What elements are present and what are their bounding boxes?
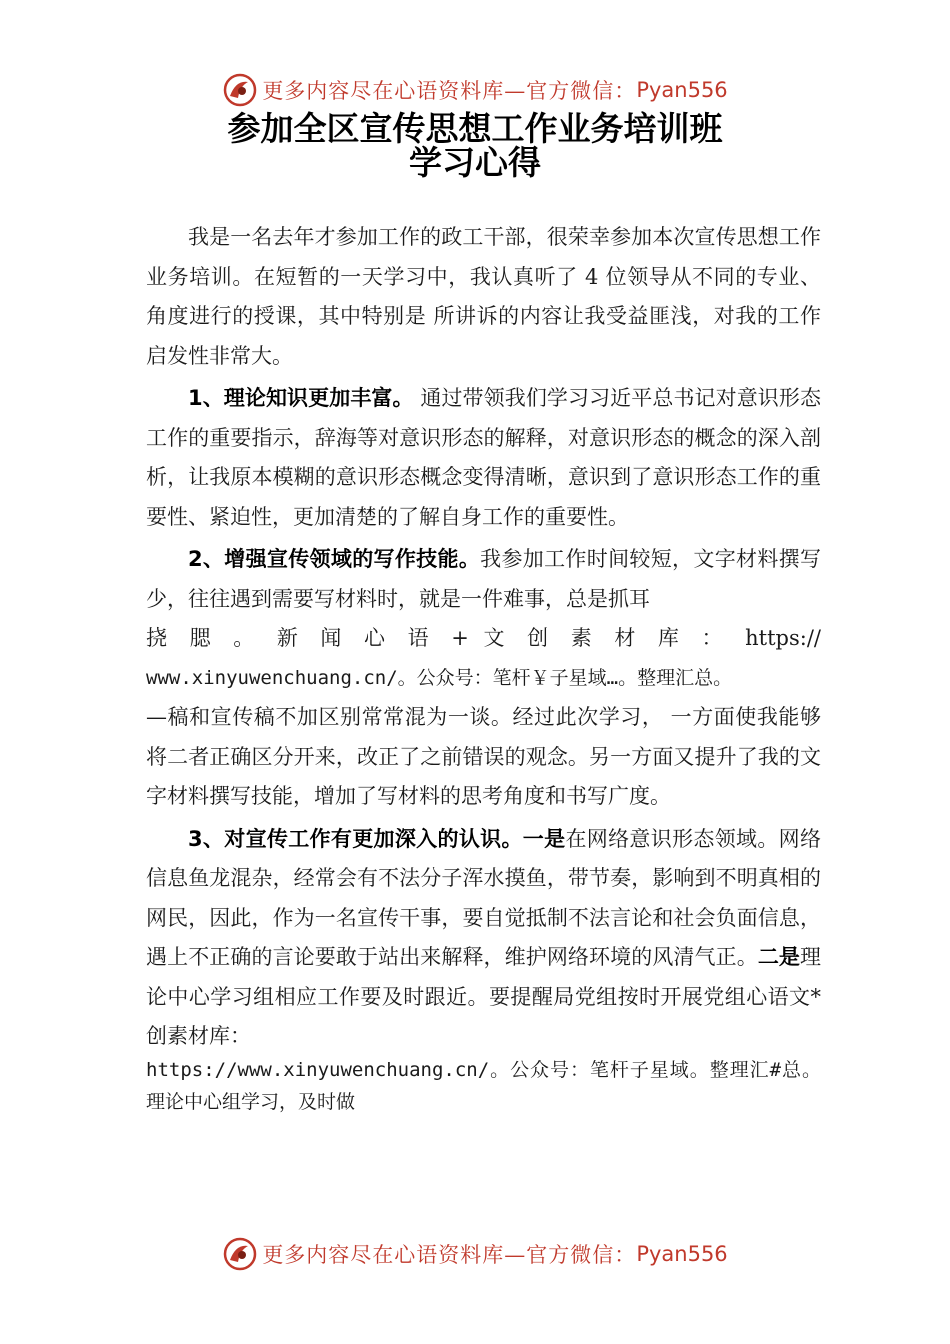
point-3-first-label: 一是 xyxy=(522,826,566,851)
point-2-heading: 2、增强宣传领域的写作技能。 xyxy=(188,547,481,571)
point-3-first-text: 在网络意识形态领域。网络信息鱼龙混杂，经常会有不法分子浑水摸鱼，带节奏，影响到不明真相的网民，因此，作为一名宣传干事，要自觉抵制不法言论和社会负面信息，遇上不正确的言论要敢于站出来解释，维护网络环境的风清气正。 xyxy=(146,826,822,969)
point-3-second-label: 二是 xyxy=(757,945,801,969)
point-3-heading: 3、对宣传工作有更加深入的认识。 xyxy=(188,826,523,851)
point-3-second-text: 理论中心学习组相应工作要及时跟近。要提醒局党组按时开展党组心语文*创素材库： xyxy=(146,945,822,1048)
banner-text: 更多内容尽在心语资料库—官方微信： xyxy=(262,1243,637,1267)
title-line-1: 参加全区宣传思想工作业务培训班 xyxy=(227,109,723,148)
banner-text: 更多内容尽在心语资料库—官方微信： xyxy=(262,79,637,103)
point-2-text-a: 我参加工作时间较短，文字材料撰写少，往往遇到需要写材料时，就是一件难事，总是抓耳 xyxy=(146,547,821,611)
banner-handle: Pyan556 xyxy=(636,1242,728,1266)
header-banner xyxy=(0,68,950,112)
page-title xyxy=(150,109,800,182)
intro-paragraph: 我是一名去年才参加工作的政工干部，很荣幸参加本次宣传思想工作业务培训。在短暂的一天学习中，我认真听了 4 位领导从不同的专业、角度进行的授课，其中特别是 所讲诉的内容让我受益匪浅，对我的工作启发性非常大。 xyxy=(146,225,821,368)
logo-icon xyxy=(222,72,258,108)
point-2-text-c: www.xinyuwenchuang.cn/。公众号：笔杆￥子星域…。整理汇总。 xyxy=(146,666,733,689)
point-2-paragraph xyxy=(146,540,821,817)
point-2-text-b: 挠 腮 。 新 闻 心 语 + 文 创 素 材 库 ： https:// xyxy=(146,626,821,650)
point-2-text-d: —稿和宣传稿不加区别常常混为一谈。经过此次学习， 一方面使我能够将二者正确区分开来，改正了之前错误的观念。另一方面又提升了我的文字材料撰写技能，增加了写材料的思考角度和书写广度。 xyxy=(146,705,821,808)
logo-icon xyxy=(222,1236,258,1272)
point-1-paragraph xyxy=(146,379,821,537)
footer-banner xyxy=(0,1232,950,1276)
point-3-url-line: https://www.xinyuwenchuang.cn/。公众号：笔杆子星域。整理汇#总。理论中心组学习，及时做 xyxy=(146,1058,821,1113)
point-3-paragraph xyxy=(146,820,821,1057)
article-body xyxy=(146,218,821,1121)
title-line-2: 学习心得 xyxy=(409,143,541,182)
banner-handle: Pyan556 xyxy=(636,78,728,102)
point-1-text: 通过带领我们学习习近平总书记对意识形态工作的重要指示，辞海等对意识形态的解释，对意识形态的概念的深入剖析，让我原本模糊的意识形态概念变得清晰，意识到了意识形态工作的重要性、紧迫性，更加清楚的了解自身工作的重要性。 xyxy=(146,386,821,529)
point-1-heading: 1、理论知识更加丰富。 xyxy=(188,386,414,410)
